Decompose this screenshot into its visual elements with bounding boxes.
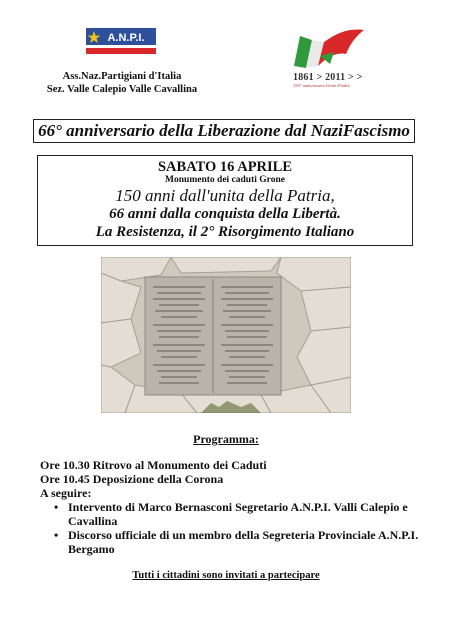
org-line-1: Ass.Naz.Partigiani d'Italia <box>62 71 182 82</box>
event-box <box>37 155 413 246</box>
program-item <box>54 528 420 556</box>
program-item-text: Discorso ufficiale di un membro della Segreteria Provinciale A.N.P.I. Bergamo <box>68 528 419 556</box>
bullet-icon: • <box>54 528 59 542</box>
program-line-2: Ore 10.45 Deposizione della Corona <box>40 472 224 486</box>
invitation-note: Tutti i cittadini sono invitati a partecipare <box>132 570 320 581</box>
program-item-text: Intervento di Marco Bernasconi Segretario A.N.P.I. Valli Calepio e Cavallina <box>68 500 408 528</box>
anpi-logo-text: A.N.P.I. <box>107 32 145 44</box>
program-item <box>54 500 420 528</box>
monument-photo <box>101 257 351 413</box>
program-line-1: Ore 10.30 Ritrovo al Monumento dei Caduti <box>40 458 267 472</box>
program-title: Programma: <box>193 432 259 446</box>
event-line-2: 66 anni dalla conquista della Libertà. <box>109 206 341 222</box>
program-line-3: A seguire: <box>40 486 92 500</box>
event-place: Monumento dei caduti Grone <box>165 175 285 185</box>
event-line-1: 150 anni dall'unita della Patria, <box>115 186 335 205</box>
bullet-icon: • <box>54 500 59 514</box>
logo150-years: 1861 > 2011 > > <box>293 72 363 83</box>
program-list <box>40 500 420 556</box>
org-line-2: Sez. Valle Calepio Valle Cavallina <box>46 84 198 95</box>
anpi-logo <box>86 28 156 54</box>
headline: 66° anniversario della Liberazione dal NaziFascismo <box>33 119 415 143</box>
org-name <box>24 70 220 96</box>
program-block <box>40 458 420 556</box>
logo150-subtitle: 150° anniversario Unità d'Italia <box>293 83 350 88</box>
event-date: SABATO 16 APRILE <box>157 159 293 175</box>
unity-150-flag-logo <box>290 26 370 70</box>
event-line-3: La Resistenza, il 2° Risorgimento Italiano <box>95 224 355 240</box>
